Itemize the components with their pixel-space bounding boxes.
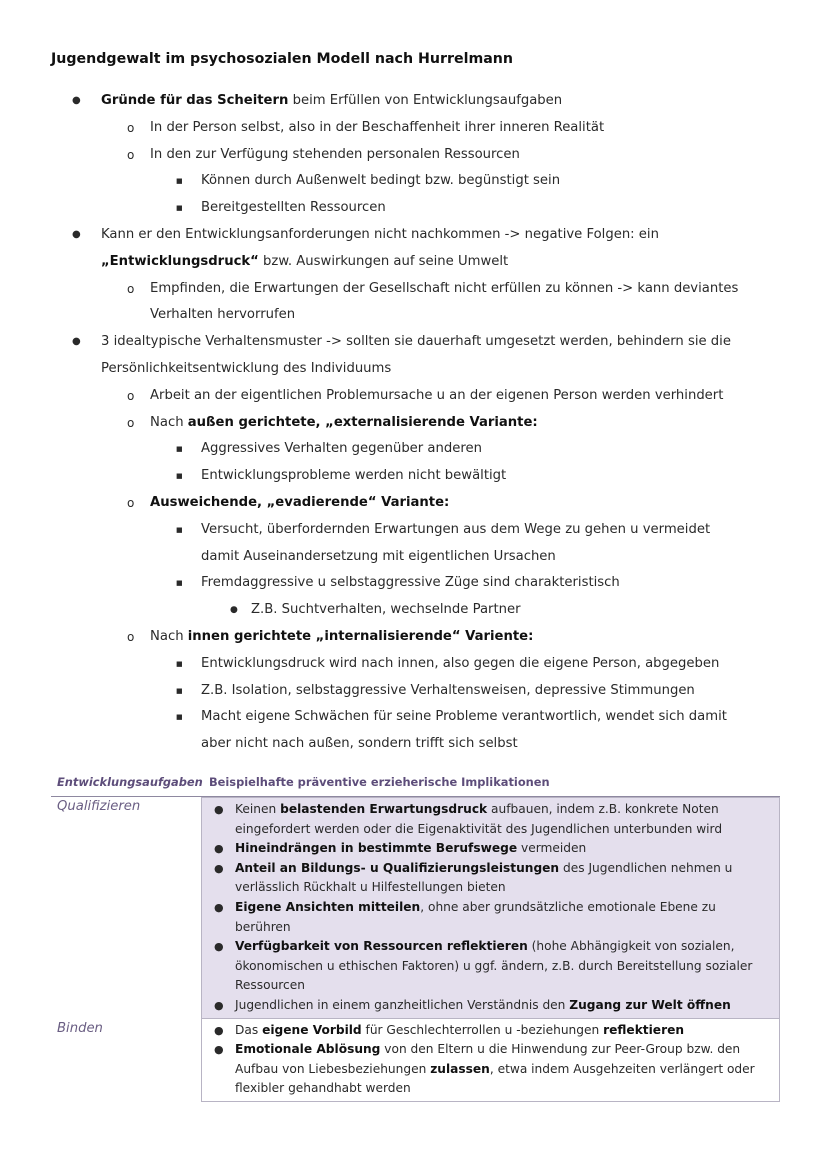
outline-text [150,490,449,517]
bold-text: außen gerichtete, „externalisierende Variante: [187,414,538,430]
bullet-icon: ● [214,940,224,954]
square-marker-icon: ■ [176,659,183,668]
outline-line-level-2 [0,115,828,142]
implication-item [210,800,769,839]
table-implications-cell [201,1019,780,1102]
outline-text [101,329,731,356]
square-marker-icon: ■ [176,472,183,481]
bold-text: Eigene Ansichten mitteilen [235,899,421,914]
outline-line-level-2 [0,142,828,169]
text-run: beim Erfüllen von Entwicklungsaufgaben [288,93,563,108]
text-run: Keinen [235,802,281,816]
table-implications-cell [201,797,780,1019]
outline-line-level-4 [0,597,828,624]
outline-text [201,168,560,195]
text-run: für Geschlechterrollen u -beziehungen [361,1022,604,1037]
implication-item [210,839,769,859]
outline-text [201,195,386,222]
circle-marker-icon: o [127,281,135,296]
bullet-icon: ● [214,1023,224,1037]
outline-line-level-2 [0,276,828,303]
outline-line-level-3 [0,704,828,731]
outline-text [251,597,521,624]
table-header [51,770,780,796]
bold-text: Gründe für das Scheitern [101,93,289,108]
text-run: Jugendlichen in einem ganzheitlichen Verständnis den [235,997,570,1012]
text-run: Nach [150,414,188,430]
bold-text: Ausweichende, „evadierende“ Variante: [150,494,450,510]
page-title: Jugendgewalt im psychosozialen Modell nach Hurrelmann [51,51,514,67]
outline-line-level-3 [0,436,828,463]
bullet-marker-icon: ● [72,228,81,240]
bullet-icon: ● [214,998,224,1012]
text-run: Nach [150,628,188,644]
outline-line-level-1 [0,356,828,383]
square-marker-icon: ■ [176,445,183,454]
text-run: Kann er den Entwicklungsanforderungen nicht nachkommen -> negative Folgen: ein [101,226,659,242]
bold-text: Hineindrängen in bestimmte Berufswege [235,841,518,856]
outline-line-level-1 [0,329,828,356]
square-marker-icon: ■ [176,204,183,213]
circle-marker-icon: o [127,629,135,644]
outline-line-level-1 [0,222,828,249]
outline-text [101,222,659,249]
table-row [51,796,780,1019]
table-header-implications: Beispielhafte präventive erzieherische Implikationen [209,775,550,789]
text-run: Persönlichkeitsentwicklung des Individuums [101,360,392,376]
circle-marker-icon: o [127,147,135,162]
outline-text [201,651,719,678]
outline-line-level-3 [0,731,828,758]
bullet-marker-icon: ● [72,336,81,348]
circle-marker-icon: o [127,388,135,403]
circle-marker-icon: o [127,415,135,430]
implication-item [210,859,769,898]
text-run: Arbeit an der eigentlichen Problemursache u an der eigenen Person werden verhindert [150,387,724,403]
bullet-outline [0,88,828,758]
outline-line-level-2 [0,302,828,329]
outline-text [150,302,295,329]
text-run: Verhalten hervorrufen [150,307,296,323]
outline-line-level-3 [0,678,828,705]
text-run: (hohe Abhängigkeit von sozialen, ökonomischen u ethischen Faktoren) u ggf. ändern, z.B. durch Bereitstellung sozialer Ressourcen [235,939,753,993]
outline-text [201,463,506,490]
outline-text [150,624,533,651]
text-run: bzw. Auswirkungen auf seine Umwelt [258,253,509,269]
bullet-icon: ● [214,1043,224,1057]
text-run: vermeiden [517,841,587,856]
text-run: Fremdaggressive u selbstaggressive Züge sind charakteristisch [201,575,620,591]
outline-line-level-3 [0,651,828,678]
outline-line-level-3 [0,544,828,571]
implication-item [210,898,769,937]
square-marker-icon: ■ [176,177,183,186]
outline-text [150,115,604,142]
implication-item [210,937,769,996]
bullet-icon: ● [214,900,224,914]
text-run: aufbauen, indem z.B. konkrete Noten eingefordert werden oder die Eigenaktivität des Jugendlichen unterbunden wird [235,802,723,836]
table-category: Binden [57,1020,103,1036]
square-marker-icon: ■ [176,713,183,722]
outline-text [101,356,391,383]
text-run: Aggressives Verhalten gegenüber anderen [201,441,482,457]
square-marker-icon: ■ [176,579,183,588]
outline-line-level-3 [0,517,828,544]
text-run: aber nicht nach außen, sondern trifft sich selbst [201,736,518,752]
text-run: In den zur Verfügung stehenden personalen Ressourcen [150,146,520,162]
text-run: , ohne aber grundsätzliche emotionale Ebene zu berühren [235,899,716,934]
table-row [51,1019,780,1102]
text-run: des Jugendlichen nehmen u verlässlich Rückhalt u Hilfestellungen bieten [235,860,733,895]
outline-line-level-1 [0,88,828,115]
text-run: Z.B. Isolation, selbstaggressive Verhaltensweisen, depressive Stimmungen [201,682,695,698]
outline-line-level-3 [0,463,828,490]
text-run: Das [235,1022,263,1037]
text-run: von den Eltern u die Hinwendung zur Peer-Group bzw. den Aufbau von Liebesbeziehungen [235,1042,741,1076]
text-run: Z.B. Suchtverhalten, wechselnde Partner [251,602,521,618]
outline-line-level-1 [0,249,828,276]
bold-text: reflektieren [603,1022,685,1037]
bullet-icon: ● [214,842,224,856]
text-run: damit Auseinandersetzung mit eigentlichen Ursachen [201,548,556,564]
outline-text [150,276,738,303]
square-marker-icon: ■ [176,686,183,695]
outline-text [201,731,518,758]
outline-text [101,249,508,276]
dot-marker-icon: ● [230,605,238,616]
implication-item [210,1040,769,1099]
bold-text: „Entwicklungsdruck“ [101,253,259,269]
text-run: Versucht, überfordernden Erwartungen aus dem Wege zu gehen u vermeidet [201,521,711,537]
outline-text [201,704,727,731]
outline-text [101,88,562,115]
outline-text [201,570,620,597]
bold-text: eigene Vorbild [262,1022,362,1037]
text-run: , etwa indem Ausgehzeiten verlängert oder flexibler gehandhabt werden [235,1061,755,1096]
text-run: Entwicklungsdruck wird nach innen, also gegen die eigene Person, abgegeben [201,655,720,671]
text-run: Empfinden, die Erwartungen der Gesellschaft nicht erfüllen zu können -> kann deviantes [150,280,739,296]
bold-text: zulassen [430,1061,490,1076]
text-run: In der Person selbst, also in der Beschaffenheit ihrer inneren Realität [150,119,605,135]
bullet-icon: ● [214,803,224,816]
text-run: 3 idealtypische Verhaltensmuster -> sollten sie dauerhaft umgesetzt werden, behindern sie die [101,334,731,350]
bullet-marker-icon: ● [72,95,81,106]
text-run: Können durch Außenwelt bedingt bzw. begünstigt sein [201,173,561,189]
implications-table [51,770,780,1102]
bold-text: belastenden Erwartungsdruck [280,802,488,816]
bold-text: Emotionale Ablösung [235,1042,381,1057]
bold-text: Verfügbarkeit von Ressourcen reflektieren [235,939,528,954]
table-category: Qualifizieren [57,799,141,814]
outline-text [150,410,538,437]
table-header-tasks: Entwicklungsaufgaben [57,775,203,789]
text-run: Macht eigene Schwächen für seine Probleme verantwortlich, wendet sich damit [201,709,727,725]
outline-line-level-2 [0,624,828,651]
outline-text [150,383,723,410]
square-marker-icon: ■ [176,525,183,534]
bold-text: Anteil an Bildungs- u Qualifizierungsleistungen [235,860,560,875]
outline-line-level-3 [0,195,828,222]
outline-line-level-2 [0,410,828,437]
text-run: Entwicklungsprobleme werden nicht bewältigt [201,468,507,484]
outline-line-level-2 [0,383,828,410]
outline-text [201,517,710,544]
bullet-icon: ● [214,861,224,875]
implication-item [210,1021,769,1041]
bold-text: Zugang zur Welt öffnen [569,997,731,1012]
outline-text [150,142,520,169]
outline-line-level-3 [0,168,828,195]
implication-item [210,996,769,1016]
table-body [51,796,780,1102]
circle-marker-icon: o [127,495,135,510]
circle-marker-icon: o [127,120,135,135]
outline-text [201,544,556,571]
bold-text: innen gerichtete „internalisierende“ Variente: [187,628,534,644]
outline-line-level-3 [0,570,828,597]
outline-text [201,678,695,705]
outline-line-level-2 [0,490,828,517]
outline-text [201,436,482,463]
text-run: Bereitgestellten Ressourcen [201,200,386,216]
